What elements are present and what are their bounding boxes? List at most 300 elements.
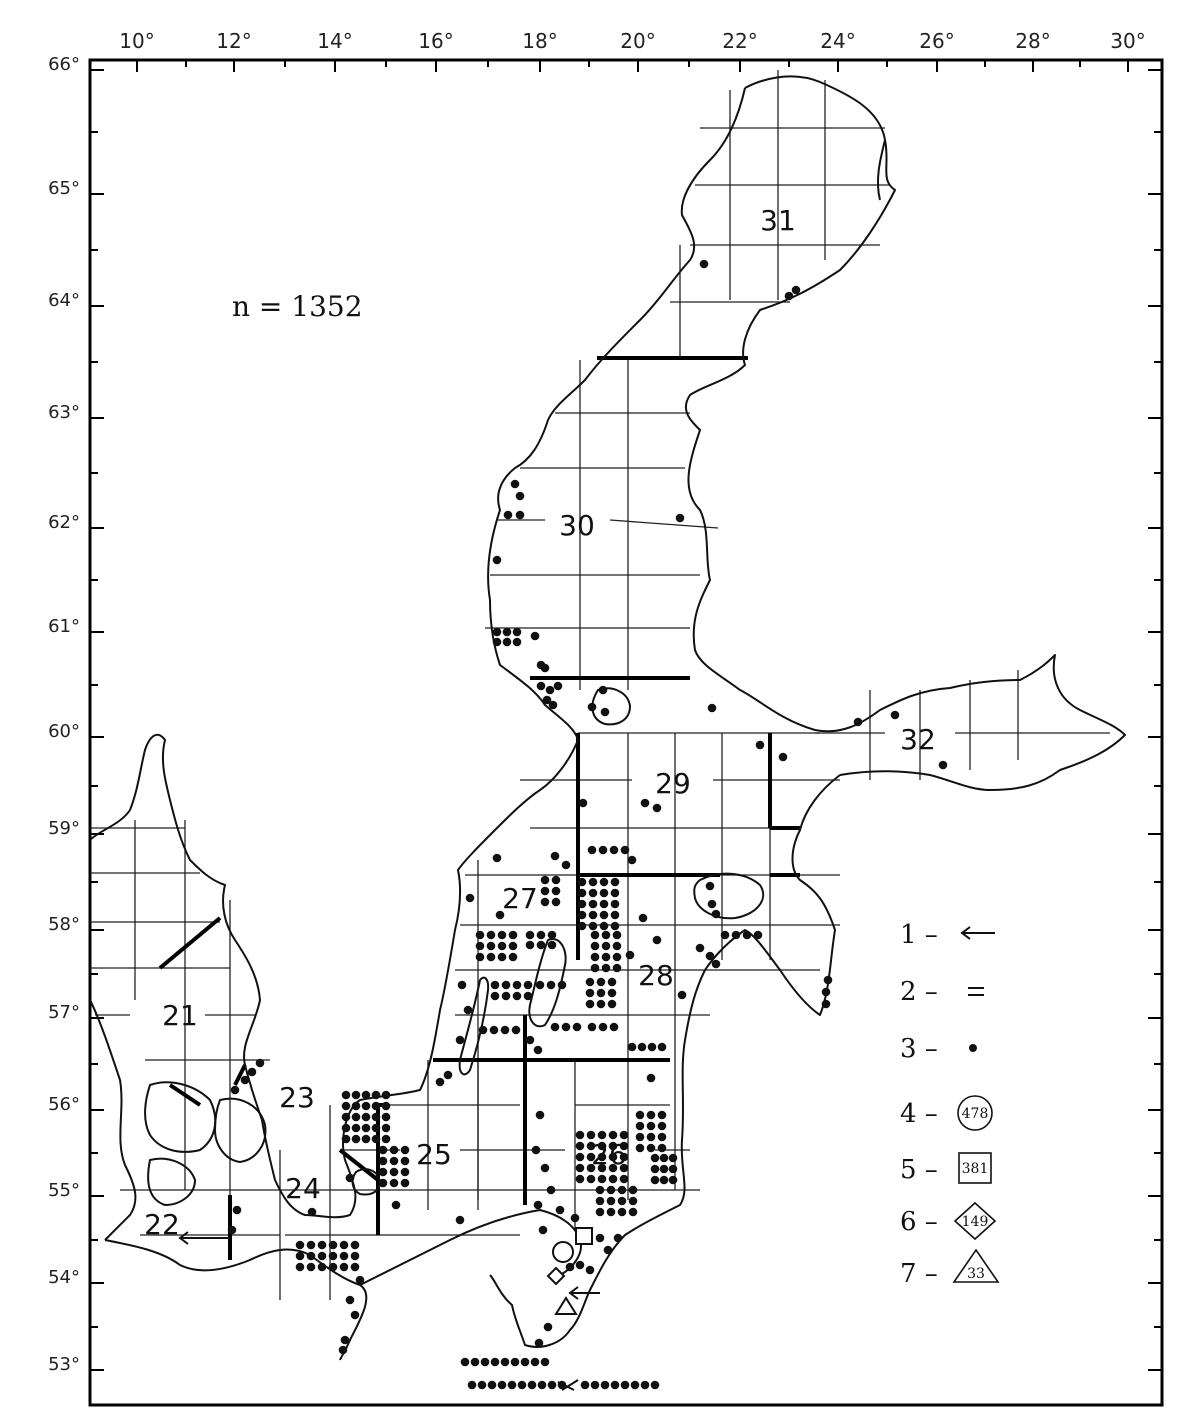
sample-dot bbox=[578, 889, 587, 898]
sample-dot bbox=[596, 1208, 605, 1217]
sample-dot bbox=[362, 1091, 371, 1100]
sample-dot bbox=[541, 664, 550, 673]
sample-dot bbox=[476, 953, 485, 962]
sample-dot bbox=[581, 1381, 590, 1390]
area-labels bbox=[144, 204, 936, 1241]
area-label-22: 22 bbox=[144, 1208, 180, 1241]
sample-dot bbox=[461, 1358, 470, 1367]
sample-dot bbox=[526, 941, 535, 950]
sample-dot bbox=[526, 931, 535, 940]
lon-tick: 10° bbox=[119, 29, 155, 53]
sample-dot bbox=[521, 1358, 530, 1367]
sample-dot bbox=[676, 514, 685, 523]
sample-dot bbox=[607, 1186, 616, 1195]
sample-dot bbox=[600, 900, 609, 909]
sample-dot bbox=[586, 1000, 595, 1009]
sample-dot bbox=[351, 1252, 360, 1261]
sample-dot bbox=[562, 861, 571, 870]
area-label-24: 24 bbox=[285, 1172, 321, 1205]
lon-tick: 18° bbox=[522, 29, 558, 53]
area-label-25: 25 bbox=[416, 1138, 452, 1171]
sample-dot bbox=[822, 1000, 831, 1009]
sample-dot bbox=[346, 1174, 355, 1183]
sample-dot bbox=[732, 931, 741, 940]
sample-dot bbox=[490, 1026, 499, 1035]
legend-number: 1 – bbox=[900, 920, 938, 950]
sample-size-label: n = 1352 bbox=[232, 290, 363, 323]
sample-dot bbox=[597, 978, 606, 987]
sample-dot bbox=[537, 941, 546, 950]
sample-dot bbox=[596, 1197, 605, 1206]
sample-dot bbox=[669, 1176, 678, 1185]
sample-dot bbox=[534, 1201, 543, 1210]
sample-dot bbox=[547, 1186, 556, 1195]
equals-icon bbox=[968, 988, 984, 995]
sample-dot bbox=[518, 1381, 527, 1390]
sample-dot bbox=[539, 1226, 548, 1235]
sample-dot bbox=[712, 910, 721, 919]
arrow-marker-icon bbox=[180, 1232, 230, 1244]
sample-dot bbox=[390, 1157, 399, 1166]
lat-tick: 63° bbox=[48, 402, 80, 423]
sample-dot bbox=[231, 1086, 240, 1095]
sample-dot bbox=[578, 878, 587, 887]
sample-dot bbox=[611, 1381, 620, 1390]
sample-dot bbox=[548, 941, 557, 950]
sample-dot bbox=[390, 1168, 399, 1177]
sample-dot bbox=[591, 1381, 600, 1390]
sample-dot bbox=[351, 1311, 360, 1320]
lat-tick: 57° bbox=[48, 1002, 80, 1023]
sample-dot bbox=[647, 1074, 656, 1083]
sample-dot bbox=[390, 1146, 399, 1155]
sample-dot bbox=[596, 1186, 605, 1195]
sample-dot bbox=[602, 953, 611, 962]
sample-dot bbox=[596, 1234, 605, 1243]
lon-tick: 26° bbox=[919, 29, 955, 53]
sample-dot bbox=[491, 981, 500, 990]
sample-dot bbox=[600, 922, 609, 931]
sample-dot bbox=[548, 1381, 557, 1390]
lat-tick: 66° bbox=[48, 54, 80, 75]
sample-dot bbox=[502, 981, 511, 990]
sample-dot bbox=[647, 1144, 656, 1153]
area-label-21: 21 bbox=[162, 999, 198, 1032]
legend-number: 7 – bbox=[900, 1259, 938, 1289]
sample-dot bbox=[779, 753, 788, 762]
sample-dot bbox=[608, 989, 617, 998]
circle-marker-icon bbox=[553, 1242, 573, 1262]
sample-dot bbox=[339, 1346, 348, 1355]
lon-tick: 30° bbox=[1110, 29, 1146, 53]
sample-dot bbox=[493, 854, 502, 863]
sample-dot bbox=[526, 1036, 535, 1045]
sample-dot bbox=[854, 718, 863, 727]
lat-tick: 54° bbox=[48, 1267, 80, 1288]
sample-dot bbox=[610, 1023, 619, 1032]
sample-dot bbox=[502, 992, 511, 1001]
sample-dot bbox=[476, 942, 485, 951]
sample-dot bbox=[458, 981, 467, 990]
sample-dot bbox=[382, 1124, 391, 1133]
sample-dot bbox=[372, 1091, 381, 1100]
sample-dot bbox=[609, 1175, 618, 1184]
sample-dot bbox=[307, 1241, 316, 1250]
sample-dot bbox=[531, 1358, 540, 1367]
sample-dot bbox=[228, 1226, 237, 1235]
sample-dot bbox=[658, 1122, 667, 1131]
lat-tick: 58° bbox=[48, 914, 80, 935]
sample-dot bbox=[352, 1124, 361, 1133]
sample-dot bbox=[631, 1381, 640, 1390]
area-label-29: 29 bbox=[655, 767, 691, 800]
sample-dot bbox=[513, 628, 522, 637]
sample-dot bbox=[721, 931, 730, 940]
sample-dot bbox=[444, 1071, 453, 1080]
sample-dot bbox=[653, 804, 662, 813]
sample-dot bbox=[552, 887, 561, 896]
sample-dot bbox=[647, 1133, 656, 1142]
sample-dot bbox=[508, 1381, 517, 1390]
diamond-marker-icon bbox=[548, 1268, 564, 1284]
sample-dot bbox=[602, 942, 611, 951]
sample-dot bbox=[613, 964, 622, 973]
sample-dot bbox=[329, 1252, 338, 1261]
sample-dot bbox=[536, 1111, 545, 1120]
sample-dot bbox=[498, 942, 507, 951]
sample-dot bbox=[511, 480, 520, 489]
sample-dot bbox=[588, 846, 597, 855]
lat-tick: 61° bbox=[48, 616, 80, 637]
sample-dot bbox=[524, 992, 533, 1001]
sample-dot bbox=[822, 988, 831, 997]
sample-dot bbox=[589, 878, 598, 887]
sample-dot bbox=[541, 1164, 550, 1173]
sample-dot bbox=[382, 1135, 391, 1144]
sample-dot bbox=[658, 1111, 667, 1120]
sample-dot bbox=[600, 878, 609, 887]
sample-dot bbox=[356, 1276, 365, 1285]
sample-dot bbox=[401, 1179, 410, 1188]
sample-dot bbox=[611, 922, 620, 931]
sample-dot bbox=[589, 922, 598, 931]
sample-dot bbox=[636, 1144, 645, 1153]
sample-dot bbox=[566, 1263, 575, 1272]
sample-dot bbox=[491, 1358, 500, 1367]
sample-dot bbox=[379, 1157, 388, 1166]
lon-tick: 12° bbox=[216, 29, 252, 53]
sample-dot bbox=[696, 944, 705, 953]
sample-dot bbox=[308, 1208, 317, 1217]
sample-dot bbox=[607, 1197, 616, 1206]
sample-dot bbox=[513, 992, 522, 1001]
lat-tick: 55° bbox=[48, 1180, 80, 1201]
sample-dot bbox=[618, 1186, 627, 1195]
sample-dot bbox=[487, 931, 496, 940]
sample-dot bbox=[658, 1144, 667, 1153]
sample-dot bbox=[351, 1241, 360, 1250]
square-marker-icon bbox=[576, 1228, 592, 1244]
lon-tick: 28° bbox=[1015, 29, 1051, 53]
sample-dot bbox=[379, 1168, 388, 1177]
lon-tick: 22° bbox=[722, 29, 758, 53]
sample-dot bbox=[318, 1263, 327, 1272]
sample-dot bbox=[256, 1059, 265, 1068]
sample-dot bbox=[329, 1263, 338, 1272]
sample-dot bbox=[785, 292, 794, 301]
sample-dot bbox=[537, 682, 546, 691]
sample-dot bbox=[708, 900, 717, 909]
sample-dot bbox=[599, 846, 608, 855]
sample-dot bbox=[571, 1214, 580, 1223]
sample-dot bbox=[554, 682, 563, 691]
sample-dot bbox=[456, 1216, 465, 1225]
sample-dot bbox=[498, 953, 507, 962]
sample-dot bbox=[372, 1135, 381, 1144]
sample-dot bbox=[516, 511, 525, 520]
sample-dot bbox=[576, 1261, 585, 1270]
sample-dot bbox=[586, 978, 595, 987]
area-label-30: 30 bbox=[559, 509, 595, 542]
lon-tick: 14° bbox=[317, 29, 353, 53]
sample-dot bbox=[604, 1246, 613, 1255]
sample-dot bbox=[296, 1241, 305, 1250]
sample-dot bbox=[706, 952, 715, 961]
sample-dot bbox=[296, 1263, 305, 1272]
sample-dot bbox=[578, 900, 587, 909]
sample-dot bbox=[541, 1358, 550, 1367]
sample-dot bbox=[493, 628, 502, 637]
sample-dot bbox=[601, 1381, 610, 1390]
area-label-28: 28 bbox=[638, 959, 674, 992]
sample-dot bbox=[362, 1135, 371, 1144]
sample-dot bbox=[392, 1201, 401, 1210]
sample-dot bbox=[538, 1381, 547, 1390]
sample-dot bbox=[587, 1175, 596, 1184]
legend-value: 478 bbox=[961, 1106, 989, 1122]
sample-dot bbox=[638, 1043, 647, 1052]
sample-dot bbox=[621, 1381, 630, 1390]
legend bbox=[900, 920, 998, 1289]
lat-tick: 62° bbox=[48, 512, 80, 533]
sample-dot bbox=[608, 978, 617, 987]
sample-dot bbox=[548, 931, 557, 940]
sample-dot bbox=[712, 960, 721, 969]
sample-dot bbox=[340, 1241, 349, 1250]
sample-dot bbox=[503, 638, 512, 647]
sample-dot bbox=[551, 852, 560, 861]
sample-dot bbox=[589, 900, 598, 909]
legend-value: 381 bbox=[961, 1161, 989, 1177]
sample-dot bbox=[340, 1263, 349, 1272]
sample-dot bbox=[576, 1153, 585, 1162]
sample-dot bbox=[535, 1339, 544, 1348]
sample-dot bbox=[342, 1124, 351, 1133]
sample-dot bbox=[608, 1000, 617, 1009]
sample-dot bbox=[700, 260, 709, 269]
sample-dot bbox=[648, 1043, 657, 1052]
sample-dot bbox=[589, 889, 598, 898]
sample-dot bbox=[487, 953, 496, 962]
arrow-marker-icon bbox=[570, 1287, 600, 1299]
sample-dot bbox=[491, 992, 500, 1001]
sample-dot bbox=[481, 1358, 490, 1367]
sample-dot bbox=[537, 931, 546, 940]
sample-dot bbox=[618, 1197, 627, 1206]
lat-tick: 59° bbox=[48, 818, 80, 839]
sample-dot bbox=[401, 1157, 410, 1166]
sample-dot bbox=[620, 1175, 629, 1184]
triangle-marker-icon bbox=[556, 1298, 576, 1314]
legend-value: 149 bbox=[961, 1214, 989, 1230]
sample-dot bbox=[597, 989, 606, 998]
sample-dot bbox=[551, 1023, 560, 1032]
sample-dot bbox=[591, 953, 600, 962]
sample-dot bbox=[352, 1135, 361, 1144]
sample-dot bbox=[501, 1026, 510, 1035]
sample-dot bbox=[611, 878, 620, 887]
sample-dot bbox=[362, 1113, 371, 1122]
sample-dot bbox=[552, 876, 561, 885]
sample-dot bbox=[493, 556, 502, 565]
sample-dot bbox=[626, 951, 635, 960]
area-label-23: 23 bbox=[279, 1081, 315, 1114]
sample-dot bbox=[669, 1165, 678, 1174]
sample-dot bbox=[552, 898, 561, 907]
sample-dot bbox=[509, 953, 518, 962]
sample-dot bbox=[658, 1043, 667, 1052]
sample-dot bbox=[498, 1381, 507, 1390]
sample-dot bbox=[611, 911, 620, 920]
sample-dot bbox=[708, 704, 717, 713]
sample-dot bbox=[512, 1026, 521, 1035]
frame-ticks bbox=[90, 60, 1162, 1370]
sample-dot bbox=[579, 799, 588, 808]
sample-dot bbox=[824, 976, 833, 985]
sample-dot bbox=[352, 1113, 361, 1122]
sample-dot bbox=[549, 701, 558, 710]
sample-dot bbox=[233, 1206, 242, 1215]
sample-dot bbox=[509, 942, 518, 951]
sample-dot bbox=[589, 911, 598, 920]
sample-dot bbox=[599, 686, 608, 695]
sample-dot bbox=[743, 931, 752, 940]
legend-number: 6 – bbox=[900, 1207, 938, 1237]
sample-dot bbox=[531, 632, 540, 641]
sample-dot bbox=[341, 1336, 350, 1345]
sample-dot bbox=[576, 1131, 585, 1140]
sample-dot bbox=[346, 1296, 355, 1305]
sample-dot bbox=[528, 1381, 537, 1390]
sample-dot bbox=[651, 1165, 660, 1174]
sample-dot bbox=[342, 1102, 351, 1111]
sample-dot bbox=[498, 931, 507, 940]
sample-dot bbox=[352, 1091, 361, 1100]
sample-dot bbox=[513, 638, 522, 647]
sample-dot bbox=[586, 989, 595, 998]
lon-tick: 16° bbox=[418, 29, 454, 53]
arrow-left-icon bbox=[962, 927, 995, 939]
sample-dot bbox=[614, 1234, 623, 1243]
sample-dot bbox=[653, 936, 662, 945]
sample-dot bbox=[362, 1124, 371, 1133]
sample-dot bbox=[468, 1381, 477, 1390]
sample-dot bbox=[647, 1122, 656, 1131]
lon-tick: 24° bbox=[820, 29, 856, 53]
sample-dot bbox=[558, 981, 567, 990]
sample-dot bbox=[401, 1146, 410, 1155]
sample-dot bbox=[556, 1206, 565, 1215]
sample-dot bbox=[891, 711, 900, 720]
sample-dot bbox=[536, 981, 545, 990]
legend-number: 4 – bbox=[900, 1099, 938, 1129]
sample-dot bbox=[669, 1154, 678, 1163]
latitude-ticks bbox=[48, 54, 80, 1375]
sample-dot bbox=[382, 1113, 391, 1122]
lat-tick: 65° bbox=[48, 178, 80, 199]
sample-dot bbox=[651, 1176, 660, 1185]
sample-dot bbox=[372, 1124, 381, 1133]
sample-dot bbox=[296, 1252, 305, 1261]
sample-dot bbox=[342, 1113, 351, 1122]
sample-dot bbox=[503, 628, 512, 637]
sample-dot bbox=[678, 991, 687, 1000]
sample-dot bbox=[493, 638, 502, 647]
sample-dot bbox=[658, 1133, 667, 1142]
sample-dot bbox=[516, 492, 525, 501]
sample-dot bbox=[532, 1146, 541, 1155]
sample-dot bbox=[628, 856, 637, 865]
sample-dot bbox=[307, 1252, 316, 1261]
lat-tick: 64° bbox=[48, 290, 80, 311]
area-label-32: 32 bbox=[900, 723, 936, 756]
legend-number: 5 – bbox=[900, 1155, 938, 1185]
sample-dot bbox=[476, 931, 485, 940]
area-label-27: 27 bbox=[502, 882, 538, 915]
sample-dot bbox=[401, 1168, 410, 1177]
sample-dot bbox=[613, 953, 622, 962]
sample-dot bbox=[576, 1164, 585, 1173]
sample-dot bbox=[591, 931, 600, 940]
sample-dot bbox=[591, 964, 600, 973]
sample-dot bbox=[379, 1146, 388, 1155]
sample-dot bbox=[613, 931, 622, 940]
sample-dot bbox=[342, 1135, 351, 1144]
sample-dot bbox=[586, 1266, 595, 1275]
sample-dot bbox=[524, 981, 533, 990]
sample-dot bbox=[576, 1175, 585, 1184]
sample-dot bbox=[602, 931, 611, 940]
sample-dot bbox=[382, 1091, 391, 1100]
sample-dot bbox=[636, 1133, 645, 1142]
area-label-26: 26 bbox=[591, 1138, 627, 1171]
sample-dot bbox=[241, 1076, 250, 1085]
sample-dot bbox=[318, 1241, 327, 1250]
sample-dot bbox=[501, 1358, 510, 1367]
sample-dot bbox=[591, 942, 600, 951]
sample-dot bbox=[504, 511, 513, 520]
legend-value: 33 bbox=[967, 1266, 985, 1282]
sample-dot bbox=[598, 1175, 607, 1184]
sample-dot bbox=[372, 1113, 381, 1122]
sample-dot bbox=[939, 761, 948, 770]
sample-dot bbox=[464, 1006, 473, 1015]
sample-dot bbox=[660, 1154, 669, 1163]
sample-dot bbox=[706, 882, 715, 891]
sample-dot bbox=[578, 922, 587, 931]
sample-dot bbox=[641, 1381, 650, 1390]
sample-dot bbox=[509, 931, 518, 940]
